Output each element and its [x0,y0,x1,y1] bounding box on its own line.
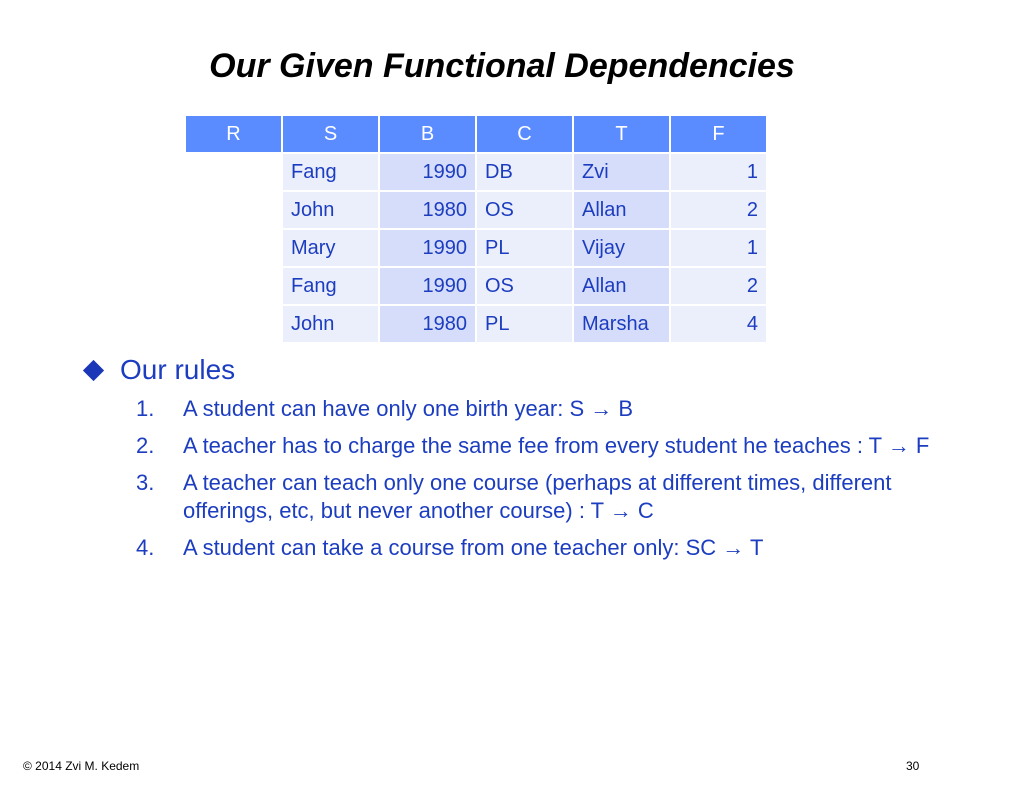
relation-table [186,116,768,344]
cell-t: Allan [574,192,671,230]
cell-s: Mary [283,230,380,268]
cell-c: OS [477,192,574,230]
rule-text: A student can have only one birth year: S → B [183,396,634,421]
cell-s: Fang [283,154,380,192]
rules-heading-label: Our rules [120,354,236,385]
empty-r-cell [186,230,283,268]
cell-s: John [283,306,380,344]
column-header-t: T [574,116,671,154]
cell-c: OS [477,268,574,306]
table-row [186,306,768,344]
empty-r-cell [186,306,283,344]
cell-b: 1980 [380,192,477,230]
column-header-f: F [671,116,768,154]
empty-r-cell [186,268,283,306]
cell-f: 1 [671,230,768,268]
page-number: 30 [906,759,920,773]
cell-t: Zvi [574,154,671,192]
list-item [136,469,936,525]
rule-number: 2. [136,433,155,458]
table-row [186,192,768,230]
cell-t: Marsha [574,306,671,344]
rule-number: 1. [136,396,155,421]
cell-f: 1 [671,154,768,192]
list-item [136,432,936,460]
diamond-bullet-icon [83,359,104,380]
cell-c: PL [477,306,574,344]
empty-r-cell [186,154,283,192]
cell-t: Vijay [574,230,671,268]
rule-text: A student can take a course from one teacher only: SC → T [183,535,764,560]
rule-text: A teacher can teach only one course (perhaps at different times, different offerings, etc, but never another course) : T → C [183,470,892,523]
cell-b: 1990 [380,268,477,306]
slide-title: Our Given Functional Dependencies [209,47,795,85]
table-row [186,230,768,268]
rule-number: 4. [136,535,155,560]
list-item [136,395,936,423]
table-row [186,154,768,192]
empty-r-cell [186,192,283,230]
cell-b: 1990 [380,154,477,192]
rules-heading [82,352,235,388]
cell-b: 1990 [380,230,477,268]
column-header-b: B [380,116,477,154]
cell-f: 2 [671,268,768,306]
column-header-c: C [477,116,574,154]
cell-s: Fang [283,268,380,306]
cell-t: Allan [574,268,671,306]
table-header-row [186,116,768,154]
cell-s: John [283,192,380,230]
cell-c: DB [477,154,574,192]
column-header-s: S [283,116,380,154]
rule-number: 3. [136,470,155,495]
cell-f: 2 [671,192,768,230]
cell-b: 1980 [380,306,477,344]
table-row [186,268,768,306]
list-item [136,534,936,562]
rules-list [136,395,936,571]
copyright-notice: © 2014 Zvi M. Kedem [23,759,140,773]
cell-c: PL [477,230,574,268]
cell-f: 4 [671,306,768,344]
rule-text: A teacher has to charge the same fee from every student he teaches : T → F [183,433,930,458]
column-header-r: R [186,116,283,154]
